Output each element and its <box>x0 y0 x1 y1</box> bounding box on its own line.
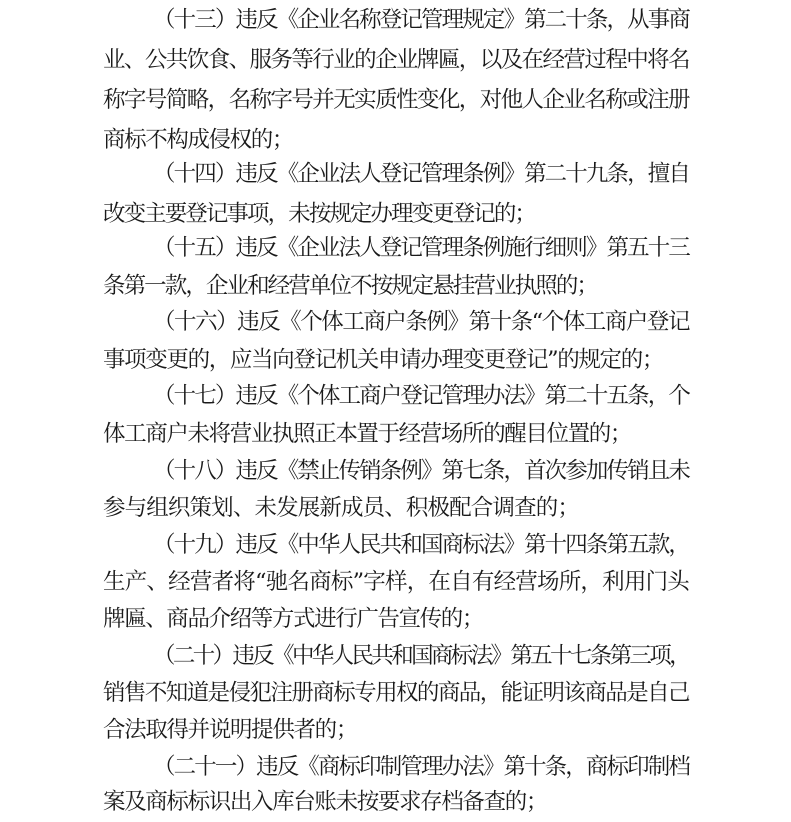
text-line: （十七）违反《个体工商户登记管理办法》第二十五条，个 <box>153 383 689 409</box>
text-line: （十八）违反《禁止传销条例》第七条，首次参加传销且未 <box>153 458 689 484</box>
text-line: （二十）违反《中华人民共和国商标法》第五十七条第三项， <box>153 643 689 669</box>
text-line: 条第一款，企业和经营单位不按规定悬挂营业执照的； <box>103 273 597 299</box>
text-line: 生产、经营者将“驰名商标”字样，在自有经营场所，利用门头 <box>103 569 689 595</box>
text-line: 体工商户未将营业执照正本置于经营场所的醒目位置的； <box>103 421 631 447</box>
text-line: 案及商标标识出入库台账未按要求存档备查的； <box>103 789 547 815</box>
text-line: 参与组织策划、未发展新成员、积极配合调查的； <box>103 495 579 521</box>
text-line: 改变主要登记事项，未按规定办理变更登记的； <box>103 201 535 227</box>
text-line: 牌匾、商品介绍等方式进行广告宣传的； <box>103 606 483 632</box>
text-line: （十九）违反《中华人民共和国商标法》第十四条第五款， <box>153 532 689 558</box>
text-line: 销售不知道是侵犯注册商标专用权的商品，能证明该商品是自己 <box>103 680 689 706</box>
text-line: （十六）违反《个体工商户条例》第十条“个体工商户登记 <box>153 309 689 335</box>
text-line: （十三）违反《企业名称登记管理规定》第二十条，从事商 <box>153 7 689 33</box>
text-line: （十五）违反《企业法人登记管理条例施行细则》第五十三 <box>153 235 689 261</box>
text-line: 业、公共饮食、服务等行业的企业牌匾，以及在经营过程中将名 <box>103 47 689 73</box>
text-line: （十四）违反《企业法人登记管理条例》第二十九条，擅自 <box>153 161 689 187</box>
text-line: 商标不构成侵权的； <box>103 127 293 153</box>
text-line: 称字号简略，名称字号并无实质性变化，对他人企业名称或注册 <box>103 87 689 113</box>
text-line: （二十一）违反《商标印制管理办法》第十条，商标印制档 <box>153 754 689 780</box>
text-line: 事项变更的，应当向登记机关申请办理变更登记”的规定的； <box>103 347 663 373</box>
text-line: 合法取得并说明提供者的； <box>103 717 357 743</box>
